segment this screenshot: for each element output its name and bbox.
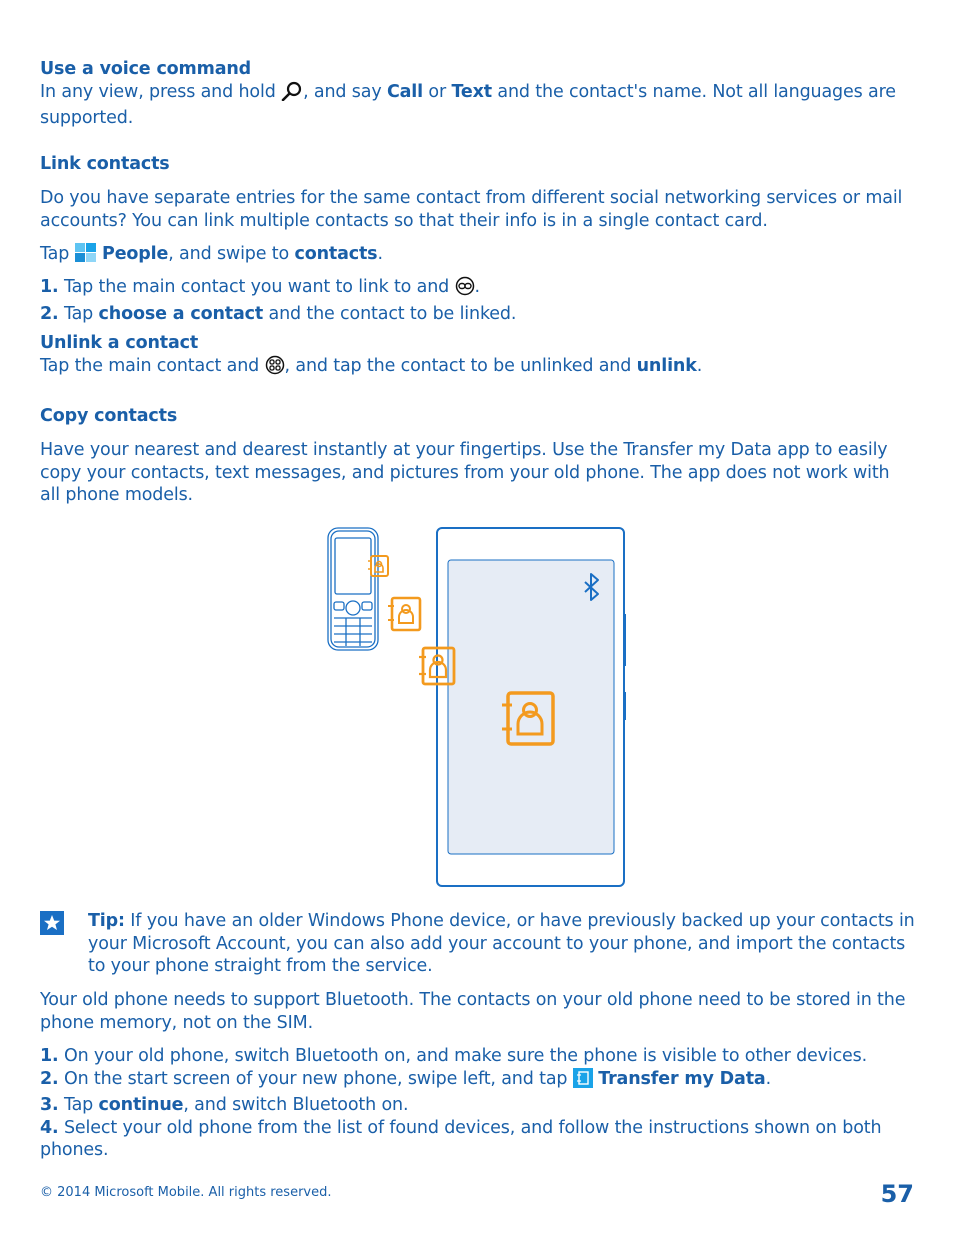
old-phone [328,528,378,650]
copy-line3: all phone models. [40,485,193,505]
link-steps: 1. Tap the main contact you want to link to and . 2. Tap choose a contact and the contact to be linked. [40,277,517,324]
unlink-paragraph [40,355,920,382]
step2-bold: Transfer my Data [598,1068,766,1089]
link-para-line1: Do you have separate entries for the same contact from different social networking services or mail [40,188,903,208]
step4-line1: Select your old phone from the list of found devices, and follow the instructions shown on both [58,1117,882,1138]
bluetooth-line1: Your old phone needs to support Bluetooth. The contacts on your old phone need to be stored in the [40,990,906,1010]
step4-num: 4. [40,1117,59,1138]
unlink-heading: Unlink a contact [40,333,199,353]
voice-text-a: In any view, press and hold [40,81,282,102]
unlink-period: . [696,355,703,376]
link-heading: Link contacts [40,154,170,174]
link-step2-bold: choose a contact [98,303,264,324]
unlink-text-b: , and tap the contact to be unlinked and [284,355,637,376]
step1-num: 1. [40,1046,59,1066]
voice-text-d: supported. [40,108,134,128]
step3-a: Tap [58,1095,99,1115]
copy-heading: Copy contacts [40,406,178,426]
voice-text-c: and the contact's name. Not all languages are [492,81,896,102]
link-step2-a: Tap [58,303,99,324]
copy-paragraph [40,439,930,507]
unlink-text-a: Tap the main contact and [40,355,265,376]
contact-card-icon [388,598,420,630]
transfer-illustration [320,522,640,894]
copy-line1: Have your nearest and dearest instantly at your fingertips. Use the Transfer my Data app to easily [40,440,888,460]
voice-heading: Use a voice command [40,59,252,79]
link-icon [455,276,475,303]
link-people-word: People [102,244,169,264]
copy-line2: copy your contacts, text messages, and pictures from your old phone. The app does not work with [40,462,890,483]
star-icon [40,911,64,939]
voice-call-word: Call [386,81,424,102]
unlink-icon [265,355,285,382]
unlink-word: unlink [636,355,697,376]
step4-line2: phones. [40,1140,109,1160]
link-step1-text: Tap the main contact you want to link to and [58,277,455,297]
transfer-steps [40,1045,930,1162]
step1-text: On your old phone, switch Bluetooth on, and make sure the phone is visible to other devices. [58,1046,868,1066]
tip-label: Tip: [88,911,125,931]
voice-section [40,58,920,130]
people-tile-icon [75,243,97,270]
voice-or: or [423,81,452,102]
voice-text-word: Text [451,81,492,102]
link-step2-num: 2. [40,303,59,324]
tip-line3: to your phone straight from the service. [88,956,433,976]
link-swipe: , and swipe to [168,244,295,264]
unlink-section [40,332,920,381]
link-paragraph [40,187,930,232]
transfer-tile-icon [573,1068,593,1095]
link-tap: Tap [40,244,75,264]
link-contacts-word: contacts [294,244,378,264]
step2-num: 2. [40,1068,59,1089]
copyright: © 2014 Microsoft Mobile. All rights reserved. [40,1185,332,1200]
link-step1-num: 1. [40,277,59,297]
search-icon [281,81,303,108]
tip-line1: If you have an older Windows Phone device, or have previously backed up your contacts in [124,911,915,931]
bluetooth-paragraph [40,989,930,1034]
tip-paragraph [88,910,928,978]
link-tap-line [40,243,383,270]
step3-num: 3. [40,1095,59,1115]
voice-paragraph [40,81,920,130]
step3-b: , and switch Bluetooth on. [183,1095,409,1115]
voice-text-b: , and say [303,81,387,102]
step3-bold: continue [98,1095,184,1115]
link-period: . [377,244,383,264]
tip-line2: your Microsoft Account, you can also add your account to your phone, and import the contacts [88,933,906,954]
page-number: 57 [880,1180,914,1208]
link-para-line2: accounts? You can link multiple contacts so that their info is in a single contact card. [40,210,768,231]
step2-text: On the start screen of your new phone, swipe left, and tap [58,1068,573,1089]
link-step2-b: and the contact to be linked. [263,303,517,324]
step2-end: . [765,1068,772,1089]
bluetooth-line2: phone memory, not on the SIM. [40,1012,314,1033]
